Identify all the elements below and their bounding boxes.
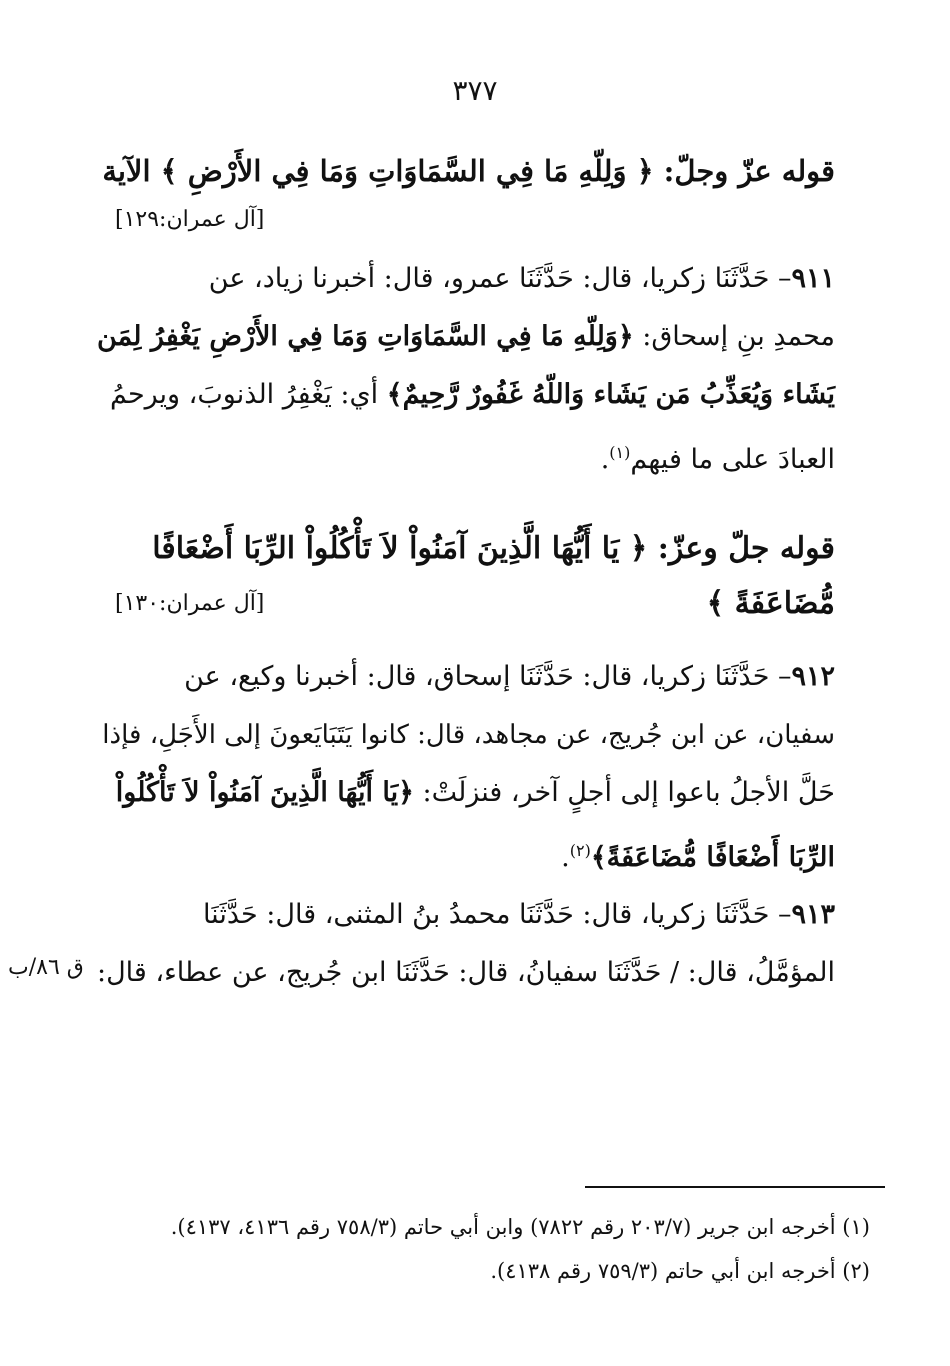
- footnote-1: (١) أخرجه ابن جرير (٢٠٣/٧ رقم ٧٨٢٢) وابن أبي حاتم (٧٥٨/٣ رقم ٤١٣٦، ٤١٣٧).: [170, 1215, 870, 1239]
- quran-verse: الرِّبَا أَضْعَافًا مُّضَاعَفَةً﴾: [590, 842, 835, 873]
- line-end: .: [600, 444, 610, 475]
- footnote-marker[interactable]: (٢): [569, 841, 591, 860]
- page-number: ٣٧٧: [452, 74, 498, 107]
- hadith-911: [95, 250, 835, 482]
- hadith-line: [95, 944, 835, 1002]
- manuscript-folio-note: ق ٨٦/ب: [8, 955, 84, 980]
- heading-verse: مُّضَاعَفَةً ﴾: [706, 586, 835, 621]
- section-930-heading: [95, 520, 835, 630]
- hadith-text: العبادَ على ما فيهم: [630, 444, 835, 475]
- hadith-912: [95, 648, 835, 880]
- line-end: .: [561, 842, 570, 873]
- hadith-text: أي: يَغْفِرُ الذنوبَ، ويرحمُ: [109, 379, 387, 410]
- hadith-text: حَلَّ الأجلُ باعوا إلى أجلٍ آخر، فنزلَتْ:: [413, 777, 835, 808]
- hadith-text: – حَدَّثَنَا زكريا، قال: حَدَّثَنَا إسحاق، قال: أخبرنا وكيع، عن: [184, 661, 792, 692]
- hadith-line: [95, 366, 835, 424]
- verse-reference-line: [95, 200, 835, 240]
- heading-prefix: قوله عزّ وجلّ:: [653, 154, 835, 188]
- heading-verse: ﴿ وَلِلّهِ مَا فِي السَّمَاوَاتِ وَمَا فِي الأَرْضِ ﴾: [160, 154, 654, 188]
- footnote-2: (٢) أخرجه ابن أبي حاتم (٧٥٩/٣ رقم ٤١٣٨).: [490, 1259, 870, 1283]
- hadith-text: محمدِ بنِ إسحاق:: [633, 321, 835, 352]
- hadith-text: – حَدَّثَنَا زكريا، قال: حَدَّثَنَا عمرو، قال: أخبرنا زياد، عن: [208, 263, 792, 294]
- hadith-text: المؤمَّلُ، قال: / حَدَّثَنَا سفيانُ، قال: حَدَّثَنَا ابن جُريج، عن عطاء، قال:: [96, 957, 835, 988]
- heading-line: [95, 520, 835, 578]
- footnote-marker[interactable]: (١): [609, 443, 631, 462]
- hadith-text: سفيان، عن ابن جُريج، عن مجاهد، قال: كانوا يَتَبَايَعونَ إلى الأَجَلِ، فإذا: [102, 720, 835, 750]
- quran-verse: يَشَاء وَيُعَذِّبُ مَن يَشَاء وَاللّهُ غَفُورٌ رَّحِيمٌ﴾: [386, 379, 835, 410]
- hadith-line: [95, 648, 835, 706]
- verse-reference: [آل عمران:١٢٩]: [115, 207, 265, 232]
- heading-line: [95, 578, 835, 630]
- quran-verse: ﴿يَا أَيُّهَا الَّذِينَ آمَنُواْ لاَ تَأْكُلُواْ: [115, 777, 414, 808]
- hadith-line: [95, 764, 835, 822]
- heading-verse: ﴿ يَا أَيُّهَا الَّذِينَ آمَنُواْ لاَ تَأْكُلُواْ الرِّبَا أَضْعَافًا: [152, 531, 648, 566]
- hadith-line: [95, 822, 835, 880]
- footnote-divider: [585, 1186, 885, 1188]
- hadith-line: [95, 886, 835, 944]
- heading-line: [95, 142, 835, 200]
- hadith-text: – حَدَّثَنَا زكريا، قال: حَدَّثَنَا محمدُ بنُ المثنى، قال: حَدَّثَنَا: [202, 899, 792, 930]
- hadith-line: [95, 424, 835, 482]
- heading-suffix: الآية: [102, 154, 161, 188]
- heading-prefix: قوله جلّ وعزّ:: [647, 531, 835, 566]
- hadith-line: [95, 250, 835, 308]
- hadith-number: ٩١٣: [791, 899, 835, 930]
- section-929-heading: [95, 142, 835, 240]
- hadith-number: ٩١٢: [791, 661, 835, 692]
- hadith-913: [95, 886, 835, 1002]
- hadith-line: [95, 308, 835, 366]
- quran-verse: ﴿وَلِلّهِ مَا فِي السَّمَاوَاتِ وَمَا فِي الأَرْضِ يَغْفِرُ لِمَن: [97, 321, 634, 352]
- hadith-number: ٩١١: [791, 263, 835, 294]
- verse-reference: [آل عمران:١٣٠]: [115, 591, 265, 616]
- hadith-line: [95, 706, 835, 764]
